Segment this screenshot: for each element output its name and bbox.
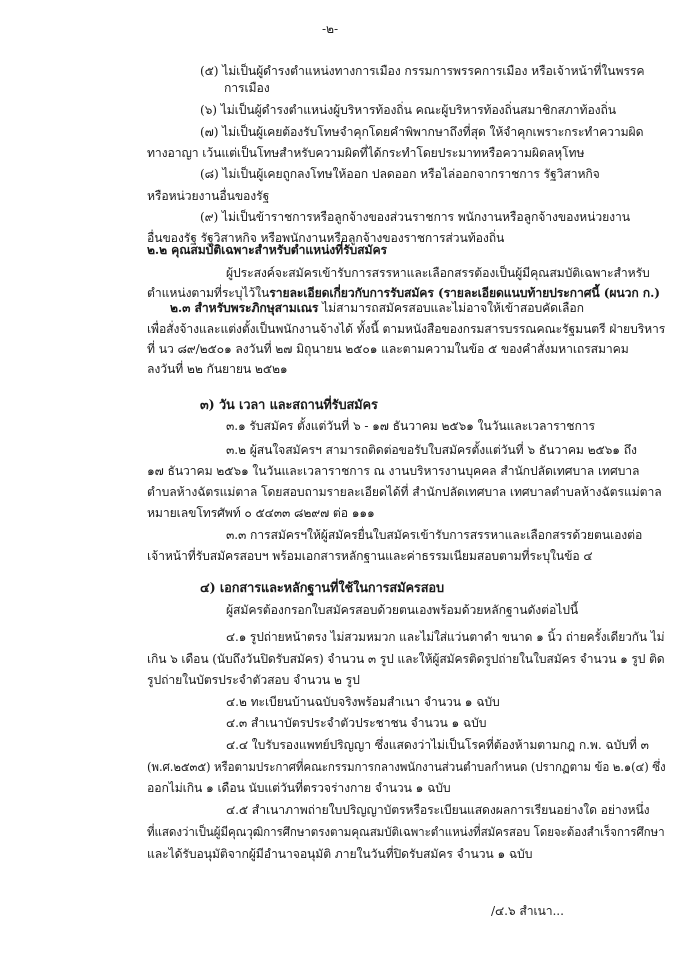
section-3-2-cont-3: หมายเลขโทรศัพท์ ๐ ๕๔๓๓ ๘๒๙๗ ต่อ ๑๑๑ [147,506,375,520]
section-2-2-heading: ๒.๒ คุณสมบัติเฉพาะสำหรับตำแหน่งที่รับสมัคร [147,243,387,257]
section-2-3-heading: ๒.๓ สำหรับพระภิกษุสามเณร [170,301,319,315]
section-2-3-cont-2: ที่ นว ๘๙/๒๕๐๑ ลงวันที่ ๒๗ มิถุนายน ๒๕๐๑ และตามความในข้อ ๕ ของคำสั่งมหาเถรสมาคม [147,342,629,356]
section-3-1: ๓.๑ รับสมัคร ตั้งแต่วันที่ ๖ - ๑๗ ธันวาคม ๒๕๖๑ ในวันและเวลาราชการ [226,419,595,433]
item-2-1-8-cont: หรือหน่วยงานอื่นของรัฐ [147,189,270,203]
item-2-1-9-cont: อื่นของรัฐ รัฐวิสาหกิจ หรือพนักงานหรือลูกจ้างของราชการส่วนท้องถิ่น [147,231,505,245]
section-2-2-text-prefix: ตำแหน่งตามที่ระบุไว้ใน [147,286,270,300]
section-2-2-text: ผู้ประสงค์จะสมัครเข้ารับการสรรหาและเลือกสรรต้องเป็นผู้มีคุณสมบัติเฉพาะสำหรับ [226,266,650,280]
section-4-1-cont-2: รูปถ่ายในบัตรประจำตัวสอบ จำนวน ๒ รูป [147,673,360,687]
section-4-5: ๔.๕ สำเนาภาพถ่ายใบปริญญาบัตรหรือระเบียนแสดงผลการเรียนอย่างใด อย่างหนึ่ง [226,803,650,817]
item-2-1-7: (๗) ไม่เป็นผู้เคยต้องรับโทษจำคุกโดยคำพิพากษาถึงที่สุด ให้จำคุกเพราะกระทำความผิด [200,125,644,139]
section-4-4-cont-2: ออกไม่เกิน ๑ เดือน นับแต่วันที่ตรวจร่างกาย จำนวน ๑ ฉบับ [147,781,451,795]
page-number: -๒- [322,22,338,36]
section-2-2-text-cont [147,286,660,300]
item-2-1-8: (๘) ไม่เป็นผู้เคยถูกลงโทษให้ออก ปลดออก หรือไล่ออกจากราชการ รัฐวิสาหกิจ [200,167,600,181]
section-4-3: ๔.๓ สำเนาบัตรประจำตัวประชาชน จำนวน ๑ ฉบับ [226,716,487,730]
item-2-1-7-cont: ทางอาญา เว้นแต่เป็นโทษสำหรับความผิดที่ได้กระทำโดยประมาทหรือความผิดลหุโทษ [147,146,585,160]
section-4-1: ๔.๑ รูปถ่ายหน้าตรง ไม่สวมหมวก และไม่ใส่แว่นตาดำ ขนาด ๑ นิ้ว ถ่ายครั้งเดียวกัน ไม่ [226,630,665,644]
section-4-4-cont-1: (พ.ศ.๒๕๓๕) หรือตามประกาศที่คณะกรรมการกลางพนักงานส่วนตำบลกำหนด (ปรากฏตาม ข้อ ๒.๑(๔) ซึ่ง [147,760,666,774]
section-3-2: ๓.๒ ผู้สนใจสมัครฯ สามารถติดต่อขอรับใบสมัครตั้งแต่วันที่ ๖ ธันวาคม ๒๕๖๑ ถึง [226,443,637,457]
section-4-5-cont-2: และได้รับอนุมัติจากผู้มีอำนาจอนุมัติ ภายในวันที่ปิดรับสมัคร จำนวน ๑ ฉบับ [147,847,533,861]
section-4-1-cont-1: เกิน ๖ เดือน (นับถึงวันปิดรับสมัคร) จำนวน ๓ รูป และให้ผู้สมัครติดรูปถ่ายในใบสมัคร จำนวน ๑ รูป ติด [147,652,665,666]
section-3-2-cont-2: ตำบลห้างฉัตรแม่ตาล โดยสอบถามรายละเอียดได้ที่ สำนักปลัดเทศบาล เทศบาลตำบลห้างฉัตรแม่ตาล [147,485,662,499]
item-2-1-5: (๕) ไม่เป็นผู้ดำรงตำแหน่งทางการเมือง กรรมการพรรคการเมือง หรือเจ้าหน้าที่ในพรรค [200,64,645,78]
section-3-heading: ๓) วัน เวลา และสถานที่รับสมัคร [200,398,378,413]
item-2-1-6: (๖) ไม่เป็นผู้ดำรงตำแหน่งผู้บริหารท้องถิ่น คณะผู้บริหารท้องถิ่นสมาชิกสภาท้องถิ่น [200,103,617,117]
section-2-3-text: ไม่สามารถสมัครสอบและไม่อาจให้เข้าสอบคัดเลือก [318,301,584,315]
section-3-3: ๓.๓ การสมัครฯให้ผู้สมัครยื่นใบสมัครเข้ารับการสรรหาและเลือกสรรด้วยตนเองต่อ [226,528,643,542]
footer-continuation: /๔.๖ สำเนา... [491,904,564,918]
section-2-3-cont-3: ลงวันที่ ๒๒ กันยายน ๒๕๒๑ [147,362,288,376]
section-4-2: ๔.๒ ทะเบียนบ้านฉบับจริงพร้อมสำเนา จำนวน ๑ ฉบับ [226,695,500,709]
section-4-heading: ๔) เอกสารและหลักฐานที่ใช้ในการสมัครสอบ [200,581,445,596]
item-2-1-9: (๙) ไม่เป็นข้าราชการหรือลูกจ้างของส่วนราชการ พนักงานหรือลูกจ้างของหน่วยงาน [200,210,630,224]
section-4-5-cont-1: ที่แสดงว่าเป็นผู้มีคุณวุฒิการศึกษาตรงตามคุณสมบัติเฉพาะตำแหน่งที่สมัครสอบ โดยจะต้องสำเร็จการศึกษา [147,825,665,839]
section-3-3-cont: เจ้าหน้าที่รับสมัครสอบฯ พร้อมเอกสารหลักฐานและค่าธรรมเนียมสอบตามที่ระบุในข้อ ๔ [147,549,593,563]
section-2-3-cont-1: เพื่อสั่งจ้างและแต่งตั้งเป็นพนักงานจ้างได้ ทั้งนี้ ตามหนังสือของกรมสารบรรณคณะรัฐมนตรี ฝ่ายบริหาร [147,322,666,336]
section-4-intro: ผู้สมัครต้องกรอกใบสมัครสอบด้วยตนเองพร้อมด้วยหลักฐานดังต่อไปนี้ [226,603,579,617]
section-3-2-cont-1: ๑๗ ธันวาคม ๒๕๖๑ ในวันและเวลาราชการ ณ งานบริหารงานบุคคล สำนักปลัดเทศบาล เทศบาล [147,464,640,478]
item-2-1-5-cont: การเมือง [224,81,270,95]
section-4-4: ๔.๔ ใบรับรองแพทย์ปริญญา ซึ่งแสดงว่าไม่เป็นโรคที่ต้องห้ามตามกฎ ก.พ. ฉบับที่ ๓ [226,738,649,752]
section-2-3 [170,301,584,315]
section-2-2-annex-ref: รายละเอียดเกี่ยวกับการรับสมัคร (รายละเอียดแนบท้ายประกาศนี้ (ผนวก ก.) [269,286,660,300]
